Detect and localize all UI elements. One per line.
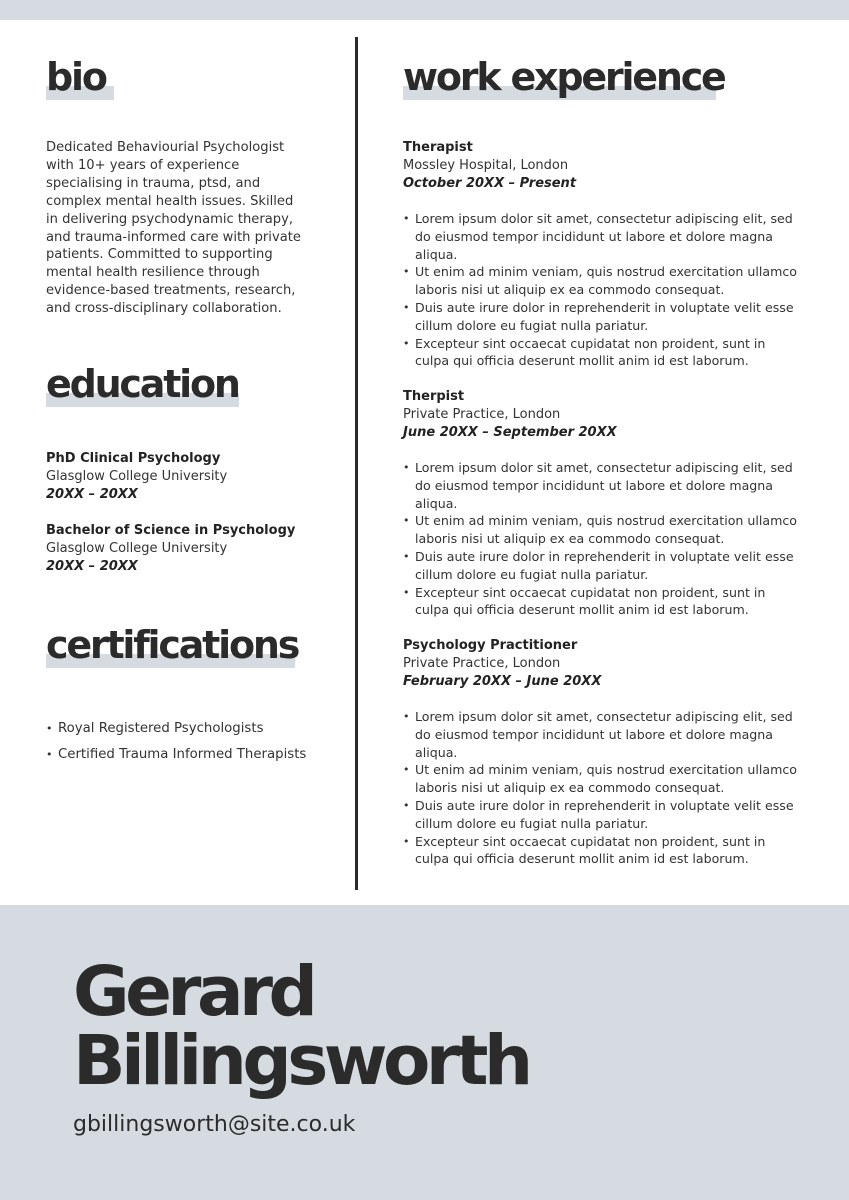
work-entry [403,637,803,868]
certification-item: • Certified Trauma Informed Therapists [46,746,306,772]
first-name: Gerard [73,952,314,1032]
job-bullet: • Ut enim ad minim veniam, quis nostrud exercitation ullamco laboris nisi ut aliquip ex ea commodo consequat. [403,512,803,548]
bio-text: Dedicated Behaviourial Psychologist with 10+ years of experience specialising in trauma, ptsd, and complex mental health issues. Skilled in delivering psychodynamic therapy, and trauma-informed care with private patients. Committed to supporting mental health resilience through evidence-based treatments, research, and cross-disciplinary collaboration. [46,140,301,317]
education-degree: Bachelor of Science in Psychology [46,523,296,538]
job-bullet: • Ut enim ad minim veniam, quis nostrud exercitation ullamco laboris nisi ut aliquip ex ea commodo consequat. [403,761,803,797]
education-school: Glasglow College University [46,541,228,556]
job-company: Private Practice, London [403,407,561,422]
bio-heading-text: bio [46,55,106,99]
job-title: Therapist [403,140,473,155]
top-band [0,0,849,20]
job-bullet: • Ut enim ad minim veniam, quis nostrud exercitation ullamco laboris nisi ut aliquip ex ea commodo consequat. [403,263,803,299]
job-bullet: • Duis aute irure dolor in reprehenderit in voluptate velit esse cillum dolore eu fugiat nulla pariatur. [403,548,803,584]
job-bullet: • Excepteur sint occaecat cupidatat non proident, sunt in culpa qui officia deserunt mollit anim id est laborum. [403,584,803,620]
job-bullet: • Duis aute irure dolor in reprehenderit in voluptate velit esse cillum dolore eu fugiat nulla pariatur. [403,299,803,335]
work-experience-heading-text: work experience [403,55,725,99]
job-bullet: • Excepteur sint occaecat cupidatat non proident, sunt in culpa qui officia deserunt mollit anim id est laborum. [403,833,803,869]
job-company: Mossley Hospital, London [403,158,569,173]
work-entry [403,388,803,619]
education-dates: 20XX – 20XX [46,559,138,574]
job-bullet: • Lorem ipsum dolor sit amet, consectetur adipiscing elit, sed do eiusmod tempor incididunt ut labore et dolore magna aliqua. [403,459,803,512]
job-bullet: • Lorem ipsum dolor sit amet, consectetur adipiscing elit, sed do eiusmod tempor incididunt ut labore et dolore magna aliqua. [403,210,803,263]
education-degree: PhD Clinical Psychology [46,451,221,466]
job-bullets [403,708,803,868]
job-title: Psychology Practitioner [403,638,578,653]
education-entry [46,522,346,576]
job-bullet: • Duis aute irure dolor in reprehenderit in voluptate velit esse cillum dolore eu fugiat nulla pariatur. [403,797,803,833]
job-bullets [403,210,803,370]
certification-item: • Royal Registered Psychologists [46,720,306,746]
job-dates: October 20XX – Present [403,176,577,191]
education-heading-text: education [46,362,239,406]
certifications-list [46,720,306,772]
profile-name [73,952,529,1101]
job-bullet: • Lorem ipsum dolor sit amet, consectetur adipiscing elit, sed do eiusmod tempor incididunt ut labore et dolore magna aliqua. [403,708,803,761]
column-divider [355,37,358,890]
work-entry [403,139,803,370]
job-bullet: • Excepteur sint occaecat cupidatat non proident, sunt in culpa qui officia deserunt mollit anim id est laborum. [403,335,803,371]
job-dates: February 20XX – June 20XX [403,674,602,689]
education-entry [46,450,346,504]
job-dates: June 20XX – September 20XX [403,425,617,440]
certifications-heading-text: certifications [46,623,299,667]
email-address: gbillingsworth@site.co.uk [73,1112,356,1137]
education-school: Glasglow College University [46,469,228,484]
education-dates: 20XX – 20XX [46,487,138,502]
job-title: Therpist [403,389,465,404]
job-company: Private Practice, London [403,656,561,671]
job-bullets [403,459,803,619]
last-name: Billingsworth [73,1021,529,1101]
